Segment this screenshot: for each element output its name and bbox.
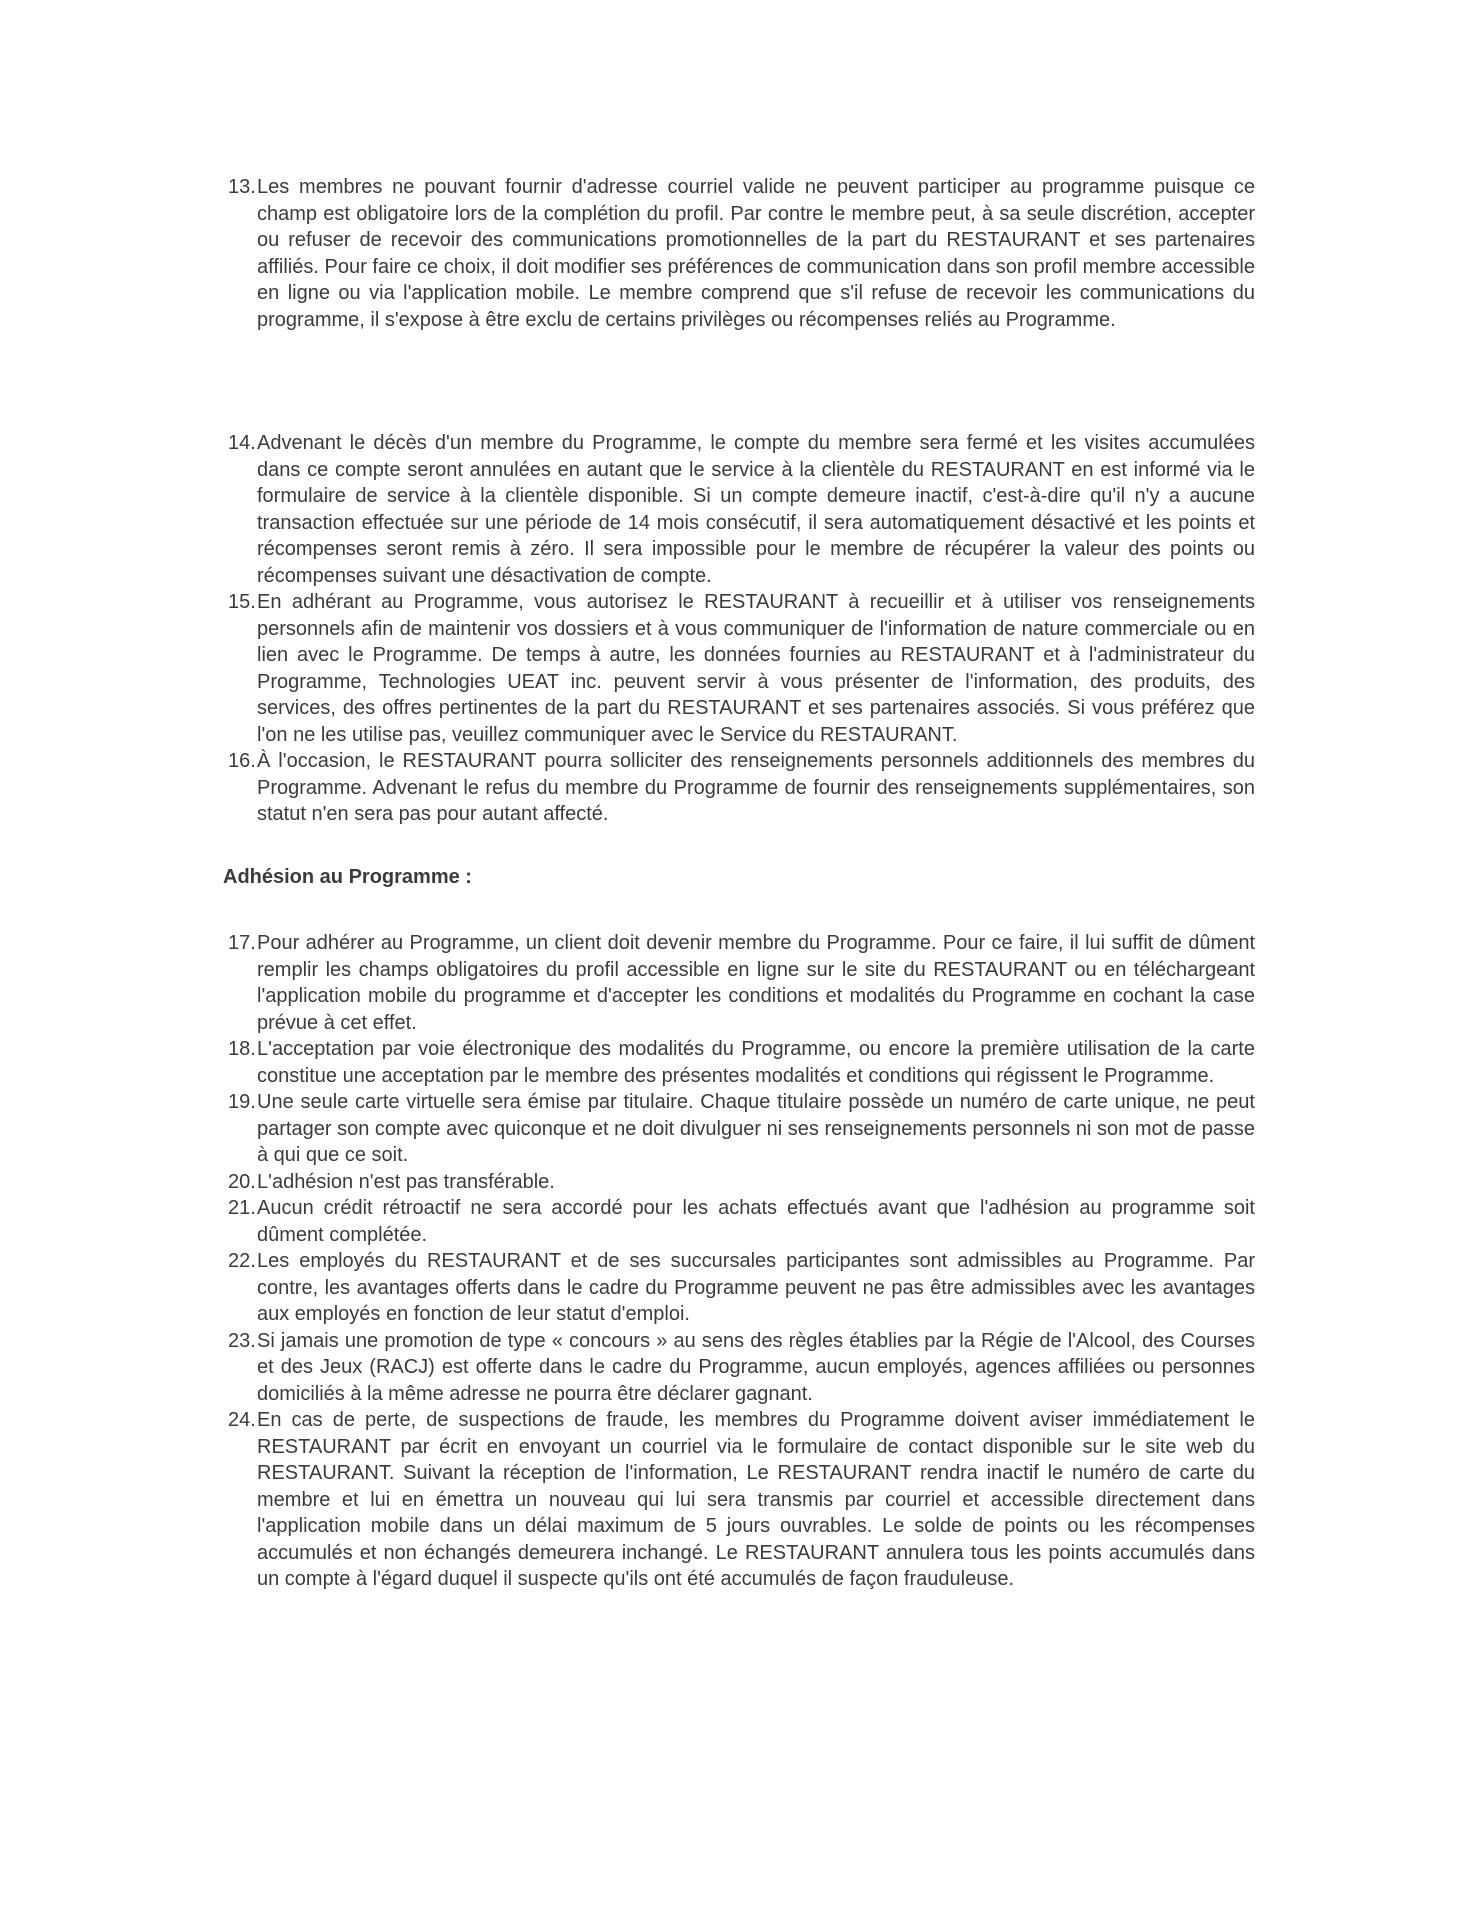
term-text: Advenant le décès d'un membre du Programme, le compte du membre sera fermé et les visites accumulées dans ce compte seront annulées en autant que le service à la clientèle du RESTAURANT en est informé via le formulaire de service à la clientèle disponible. Si un compte demeure inactif, c'est-à-dire qu'il n'y a aucune transaction effectuée sur une période de 14 mois consécutif, il sera automatiquement désactivé et les points et récompenses seront remis à zéro. Il sera impossible pour le membre de récupérer la valeur des points ou récompenses suivant une désactivation de compte. — [257, 432, 1255, 587]
term-item-17 — [223, 930, 1255, 1036]
term-text: Si jamais une promotion de type « concours » au sens des règles établies par la Régie de l'Alcool, des Courses et des Jeux (RACJ) est offerte dans le cadre du Programme, aucun employés, agences affiliées ou personnes domiciliés à la même adresse ne pourra être déclarer gagnant. — [257, 1329, 1255, 1405]
term-number: 16. — [228, 750, 256, 772]
term-item-19 — [223, 1089, 1255, 1169]
term-item-16 — [223, 748, 1255, 828]
term-item-18 — [223, 1036, 1255, 1089]
term-text: L'acceptation par voie électronique des modalités du Programme, ou encore la première utilisation de la carte constitue une acceptation par le membre des présentes modalités et conditions qui régissent le Programme. — [257, 1038, 1255, 1087]
term-text: Aucun crédit rétroactif ne sera accordé pour les achats effectués avant que l'adhésion au programme soit dûment complétée. — [257, 1197, 1255, 1246]
term-item-21 — [223, 1195, 1255, 1248]
term-number: 22. — [228, 1250, 256, 1272]
term-text: Les employés du RESTAURANT et de ses succursales participantes sont admissibles au Programme. Par contre, les avantages offerts dans le cadre du Programme peuvent ne pas être admissibles avec les avantages aux employés en fonction de leur statut d'emploi. — [257, 1250, 1255, 1325]
term-number: 17. — [228, 932, 256, 954]
term-item-20 — [223, 1169, 1255, 1196]
term-item-13 — [223, 174, 1255, 333]
term-number: 13. — [228, 176, 256, 198]
term-number: 21. — [228, 1197, 256, 1219]
term-item-15 — [223, 589, 1255, 748]
term-text: Une seule carte virtuelle sera émise par titulaire. Chaque titulaire possède un numéro de carte unique, ne peut partager son compte avec quiconque et ne doit divulguer ni ses renseignements personnels ni son mot de passe à qui que ce soit. — [257, 1091, 1255, 1166]
terms-list-13-16 — [223, 174, 1255, 828]
term-number: 20. — [228, 1170, 256, 1193]
term-text: Les membres ne pouvant fournir d'adresse courriel valide ne peuvent participer au programme puisque ce champ est obligatoire lors de la complétion du profil. Par contre le membre peut, à sa seule discrétion, accepter ou refuser de recevoir des communications promotionnelles de la part du RESTAURANT et ses partenaires affiliés. Pour faire ce choix, il doit modifier ses préférences de communication dans son profil membre accessible en ligne ou via l'application mobile. Le membre comprend que s'il refuse de recevoir les communications du programme, il s'expose à être exclu de certains privilèges ou récompenses reliés au Programme. — [257, 176, 1255, 331]
terms-document-body — [223, 174, 1255, 1593]
section-heading-adhesion: Adhésion au Programme : — [223, 865, 472, 888]
term-text: En adhérant au Programme, vous autorisez le RESTAURANT à recueillir et à utiliser vos renseignements personnels afin de maintenir vos dossiers et à vous communiquer de l'information de nature commerciale ou en lien avec le Programme. De temps à autre, les données fournies au RESTAURANT et à l'administrateur du Programme, Technologies UEAT inc. peuvent servir à vous présenter de l'information, des produits, des services, des offres pertinentes de la part du RESTAURANT et ses partenaires associés. Si vous préférez que l'on ne les utilise pas, veuillez communiquer avec le Service du RESTAURANT. — [257, 591, 1255, 746]
term-number: 14. — [228, 432, 256, 454]
term-text: Pour adhérer au Programme, un client doit devenir membre du Programme. Pour ce faire, il lui suffit de dûment remplir les champs obligatoires du profil accessible en ligne sur le site du RESTAURANT ou en téléchargeant l'application mobile du programme et d'accepter les conditions et modalités du Programme en cochant la case prévue à cet effet. — [257, 932, 1255, 1034]
term-number: 24. — [228, 1409, 256, 1431]
term-text: En cas de perte, de suspections de fraude, les membres du Programme doivent aviser immédiatement le RESTAURANT par écrit en envoyant un courriel via le formulaire de contact disponible sur le site web du RESTAURANT. Suivant la réception de l'information, Le RESTAURANT rendra inactif le numéro de carte du membre et lui en émettra un nouveau qui lui sera transmis par courriel et accessible directement dans l'application mobile dans un délai maximum de 5 jours ouvrables. Le solde de points ou les récompenses accumulés et non échangés demeurera inchangé. Le RESTAURANT annulera tous les points accumulés dans un compte à l'égard duquel il suspecte qu'ils ont été accumulés de façon frauduleuse. — [257, 1409, 1255, 1590]
term-text: À l'occasion, le RESTAURANT pourra solliciter des renseignements personnels additionnels des membres du Programme. Advenant le refus du membre du Programme de fournir des renseignements supplémentaires, son statut n'en sera pas pour autant affecté. — [257, 750, 1255, 825]
terms-list-17-24 — [223, 930, 1255, 1593]
term-item-24 — [223, 1407, 1255, 1593]
term-item-14 — [223, 430, 1255, 589]
term-number: 15. — [228, 591, 256, 613]
term-number: 18. — [228, 1038, 256, 1060]
term-item-22 — [223, 1248, 1255, 1328]
term-item-23 — [223, 1328, 1255, 1408]
term-number: 23. — [228, 1329, 256, 1352]
term-number: 19. — [228, 1091, 256, 1113]
term-text: L'adhésion n'est pas transférable. — [257, 1170, 555, 1193]
